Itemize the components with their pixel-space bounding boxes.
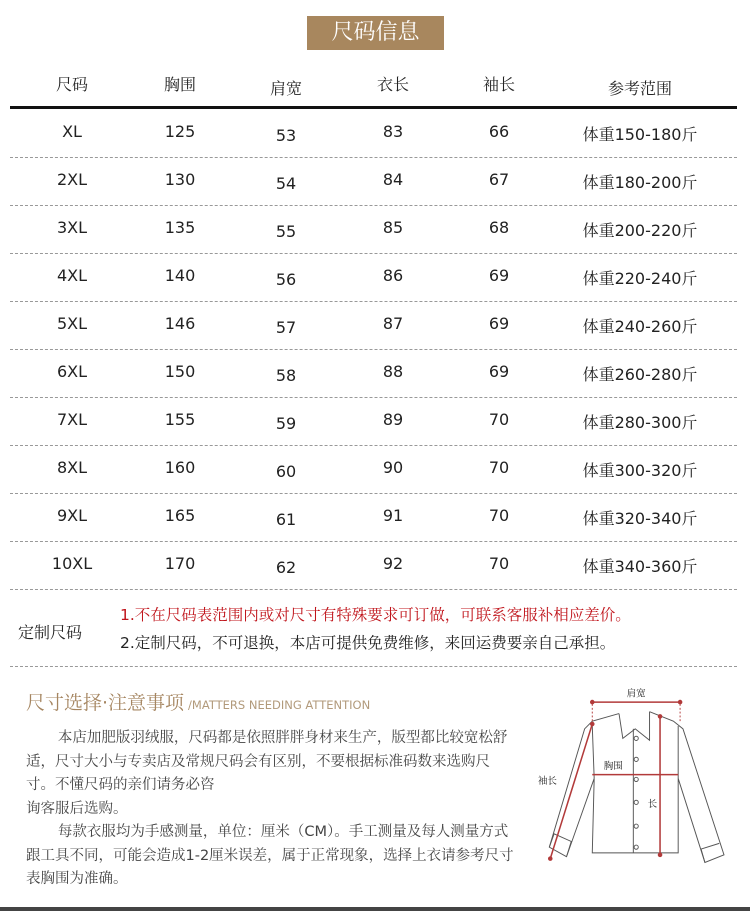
cell-length: 88 [382, 362, 404, 381]
table-row [0, 253, 750, 301]
attention-title: 尺寸选择·注意事项 [26, 692, 185, 714]
table-header [0, 72, 750, 102]
attention-para-1: 本店加肥版羽绒服，尺码都是依照胖胖身材来生产，版型都比较宽松舒适，尺寸大小与专卖店及常规尺码会有区别，不要根据标准码数来选购尺寸。不懂尺码的亲们请务必咨 [26, 730, 508, 793]
cell-range: 体重240-260斤 [582, 317, 698, 336]
cell-chest: 140 [164, 266, 196, 285]
cell-chest: 170 [164, 554, 196, 573]
cell-range: 体重300-320斤 [582, 461, 698, 480]
cell-chest: 146 [164, 314, 196, 333]
cell-size: 3XL [56, 218, 88, 237]
cell-shoulder: 58 [275, 366, 297, 385]
cell-chest: 125 [164, 122, 196, 141]
attention-subtitle: /MATTERS NEEDING ATTENTION [188, 698, 371, 712]
cell-sleeve: 70 [488, 506, 510, 525]
header-shoulder: 肩宽 [269, 79, 303, 98]
header-chest: 胸围 [163, 75, 197, 94]
cell-range: 体重220-240斤 [582, 269, 698, 288]
cell-chest: 155 [164, 410, 196, 429]
cell-range: 体重320-340斤 [582, 509, 698, 528]
cell-size: XL [62, 122, 82, 141]
cell-shoulder: 59 [275, 414, 297, 433]
cell-chest: 165 [164, 506, 196, 525]
size-info-title: 尺码信息 [307, 16, 444, 50]
cell-length: 92 [382, 554, 404, 573]
cell-range: 体重260-280斤 [582, 365, 698, 384]
cell-length: 91 [382, 506, 404, 525]
header-length: 衣长 [376, 75, 410, 94]
cell-shoulder: 54 [275, 174, 297, 193]
table-row [0, 109, 750, 157]
cell-size: 8XL [56, 458, 88, 477]
label-length: 长 [647, 799, 658, 811]
cell-sleeve: 66 [488, 122, 510, 141]
cell-size: 5XL [56, 314, 88, 333]
cell-length: 90 [382, 458, 404, 477]
bottom-border [0, 907, 750, 911]
cell-size: 9XL [56, 506, 88, 525]
cell-shoulder: 56 [275, 270, 297, 289]
cell-range: 体重150-180斤 [582, 125, 698, 144]
cell-sleeve: 69 [488, 362, 510, 381]
cell-length: 84 [382, 170, 404, 189]
cell-chest: 135 [164, 218, 196, 237]
cell-range: 体重340-360斤 [582, 557, 698, 576]
cell-size: 10XL [51, 554, 93, 573]
attention-heading [26, 688, 370, 715]
attention-text [26, 727, 518, 892]
cell-length: 83 [382, 122, 404, 141]
divider [10, 666, 737, 667]
cell-shoulder: 55 [275, 222, 297, 241]
table-row [0, 445, 750, 493]
cell-chest: 130 [164, 170, 196, 189]
cell-length: 87 [382, 314, 404, 333]
label-sleeve: 袖长 [537, 776, 557, 788]
cell-chest: 160 [164, 458, 196, 477]
table-row [0, 205, 750, 253]
cell-shoulder: 61 [275, 510, 297, 529]
cell-sleeve: 70 [488, 554, 510, 573]
cell-sleeve: 70 [488, 458, 510, 477]
cell-sleeve: 68 [488, 218, 510, 237]
attention-para-2: 每款衣服均为手感测量，单位：厘米（CM）。手工测量及每人测量方式跟工具不同，可能会造成1-2厘米误差，属于正常现象，选择上衣请参考尺寸表胸围为准确。 [26, 824, 514, 887]
attention-para-1b: 询客服后选购。 [26, 800, 128, 817]
cell-range: 体重280-300斤 [582, 413, 698, 432]
table-row [0, 493, 750, 541]
label-shoulder: 肩宽 [626, 688, 646, 700]
cell-shoulder: 53 [275, 126, 297, 145]
cell-size: 2XL [56, 170, 88, 189]
custom-note-1: 1.不在尺码表范围内或对尺寸有特殊要求可订做，可联系客服补相应差价。 [120, 606, 631, 624]
cell-size: 6XL [56, 362, 88, 381]
label-chest: 胸围 [603, 760, 623, 772]
cell-shoulder: 57 [275, 318, 297, 337]
table-row [0, 157, 750, 205]
table-row [0, 541, 750, 589]
table-row [0, 301, 750, 349]
cell-length: 86 [382, 266, 404, 285]
cell-chest: 150 [164, 362, 196, 381]
cell-sleeve: 70 [488, 410, 510, 429]
shirt-measure-diagram [534, 683, 746, 893]
cell-size: 7XL [56, 410, 88, 429]
table-row [0, 349, 750, 397]
cell-sleeve: 67 [488, 170, 510, 189]
custom-note-2: 2.定制尺码，不可退换，本店可提供免费维修，来回运费要亲自己承担。 [120, 634, 616, 652]
header-sleeve: 袖长 [482, 75, 516, 94]
cell-sleeve: 69 [488, 266, 510, 285]
cell-length: 85 [382, 218, 404, 237]
table-row [0, 397, 750, 445]
custom-size-label: 定制尺码 [18, 623, 83, 642]
cell-size: 4XL [56, 266, 88, 285]
cell-shoulder: 60 [275, 462, 297, 481]
cell-shoulder: 62 [275, 558, 297, 577]
cell-length: 89 [382, 410, 404, 429]
cell-range: 体重180-200斤 [582, 173, 698, 192]
header-size: 尺码 [55, 75, 89, 94]
cell-range: 体重200-220斤 [582, 221, 698, 240]
row-divider [10, 589, 737, 590]
cell-sleeve: 69 [488, 314, 510, 333]
header-range: 参考范围 [607, 79, 673, 98]
